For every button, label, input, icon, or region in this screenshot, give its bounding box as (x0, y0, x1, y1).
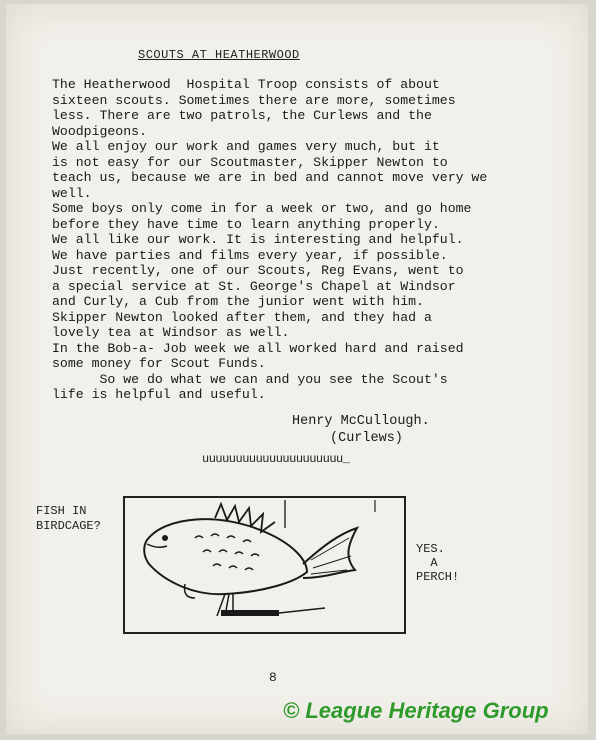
copyright-watermark: © League Heritage Group (283, 698, 549, 723)
article-line: In the Bob-a- Job week we all worked hard and raised (52, 340, 464, 356)
article-line: Woodpigeons. (52, 123, 147, 139)
article-line: life is helpful and useful. (52, 387, 266, 402)
article-title: SCOUTS AT HEATHERWOOD (138, 48, 300, 62)
signature-name: Henry McCullough. (292, 414, 430, 429)
article-line: sixteen scouts. Sometimes there are more, sometimes (52, 92, 456, 108)
article-line: less. There are two patrols, the Curlews and the (52, 108, 432, 123)
article-line: Some boys only come in for a week or two, and go home (52, 201, 472, 216)
article-line: The Heatherwood Hospital Troop consists of about (52, 77, 440, 92)
article-line: Skipper Newton looked after them, and they had a (52, 309, 432, 325)
document-page (6, 4, 588, 734)
separator-line: uuuuuuuuuuuuuuuuuuuuu_ (202, 452, 350, 466)
article-line: We have parties and films every year, if possible. (52, 247, 448, 263)
signature-patrol: (Curlews) (330, 431, 403, 446)
article-line: We all like our work. It is interesting and helpful. (52, 232, 464, 247)
article-line: Just recently, one of our Scouts, Reg Evans, went to (52, 263, 464, 278)
cartoon-caption-answer: YES. A PERCH! (416, 542, 460, 584)
signature-block (292, 413, 430, 447)
article-line: well. (52, 185, 92, 201)
article-line: teach us, because we are in bed and cannot move very we (52, 170, 488, 185)
article-line: is not easy for our Scoutmaster, Skipper Newton to (52, 154, 448, 170)
article-line: We all enjoy our work and games very much, but it (52, 139, 440, 154)
article-line: before they have time to learn anything properly. (52, 216, 440, 232)
article-line: lovely tea at Windsor as well. (52, 325, 290, 340)
cartoon-caption-question: FISH IN BIRDCAGE? (36, 504, 101, 533)
article-line: some money for Scout Funds. (52, 356, 266, 371)
article-body (52, 77, 572, 403)
article-line: and Curly, a Cub from the junior went with him. (52, 294, 424, 309)
page-number: 8 (269, 670, 277, 685)
article-line: So we do what we can and you see the Scout's (52, 371, 448, 387)
cartoon-frame (123, 496, 406, 634)
fish-in-birdcage-drawing (125, 498, 404, 632)
article-line: a special service at St. George's Chapel at Windsor (52, 278, 456, 294)
